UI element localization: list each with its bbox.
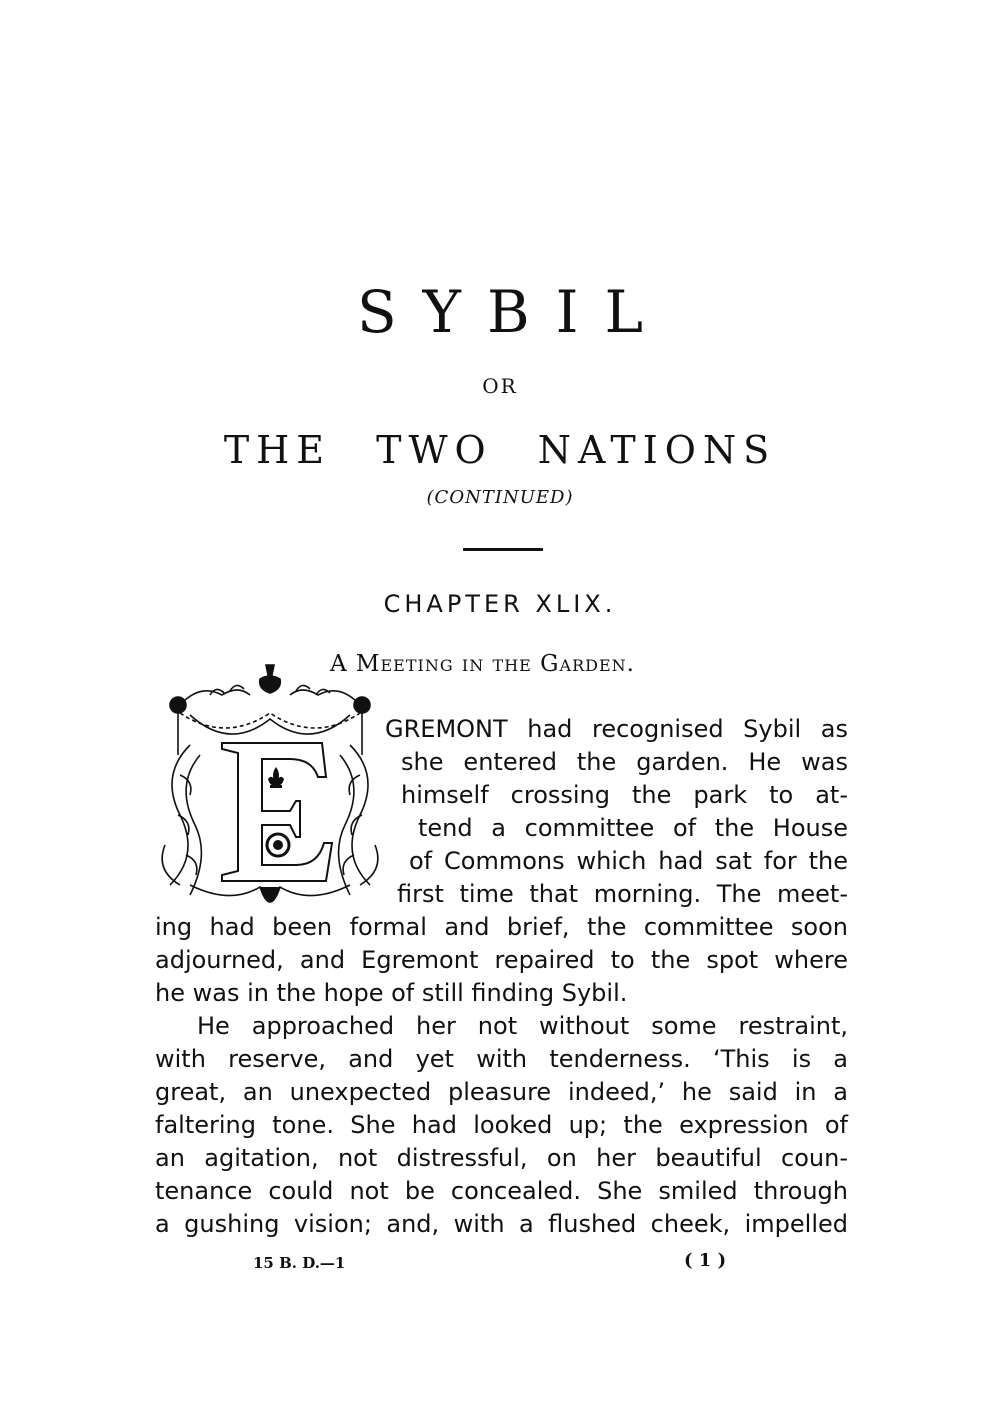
text-line-6: first time that morning. The meet- bbox=[397, 880, 848, 908]
text-line-14: an agitation, not distressful, on her beautiful coun- bbox=[155, 1144, 848, 1172]
text-line-8: adjourned, and Egremont repaired to the spot where bbox=[155, 946, 848, 974]
page-number: ( 1 ) bbox=[684, 1250, 727, 1271]
ornamental-drop-cap bbox=[150, 655, 390, 915]
continued-text: (CONTINUED) bbox=[426, 487, 574, 508]
signature-mark: 15 B. D.—1 bbox=[253, 1254, 346, 1272]
drop-cap-letter: E bbox=[150, 655, 151, 656]
chapter-number: CHAPTER XLIX. bbox=[383, 590, 617, 618]
book-title: SYBIL bbox=[356, 278, 670, 346]
text-line-11: with reserve, and yet with tenderness. ‘This is a bbox=[155, 1045, 848, 1073]
chapter-heading: A Meeting in the Garden. bbox=[330, 651, 635, 677]
text-line-10: He approached her not without some restraint, bbox=[197, 1012, 848, 1040]
text-line-2: she entered the garden. He was bbox=[401, 748, 848, 776]
text-line-1: GREMONT had recognised Sybil as bbox=[385, 715, 848, 743]
book-subtitle: THE TWO NATIONS bbox=[223, 428, 777, 472]
text-line-15: tenance could not be concealed. She smiled through bbox=[155, 1177, 848, 1205]
text-line-3: himself crossing the park to at- bbox=[401, 781, 848, 809]
title-or: OR bbox=[482, 374, 518, 398]
text-line-16: a gushing vision; and, with a flushed cheek, impelled bbox=[155, 1210, 848, 1238]
continued-note bbox=[0, 487, 1000, 508]
text-line-5: of Commons which had sat for the bbox=[409, 847, 848, 875]
text-line-9: he was in the hope of still finding Sybil. bbox=[155, 979, 628, 1007]
text-line-13: faltering tone. She had looked up; the expression of bbox=[155, 1111, 848, 1139]
title-rule bbox=[463, 548, 543, 551]
text-line-12: great, an unexpected pleasure indeed,’ he said in a bbox=[155, 1078, 848, 1106]
text-line-7: ing had been formal and brief, the committee soon bbox=[155, 913, 848, 941]
text-line-4: tend a committee of the House bbox=[418, 814, 848, 842]
